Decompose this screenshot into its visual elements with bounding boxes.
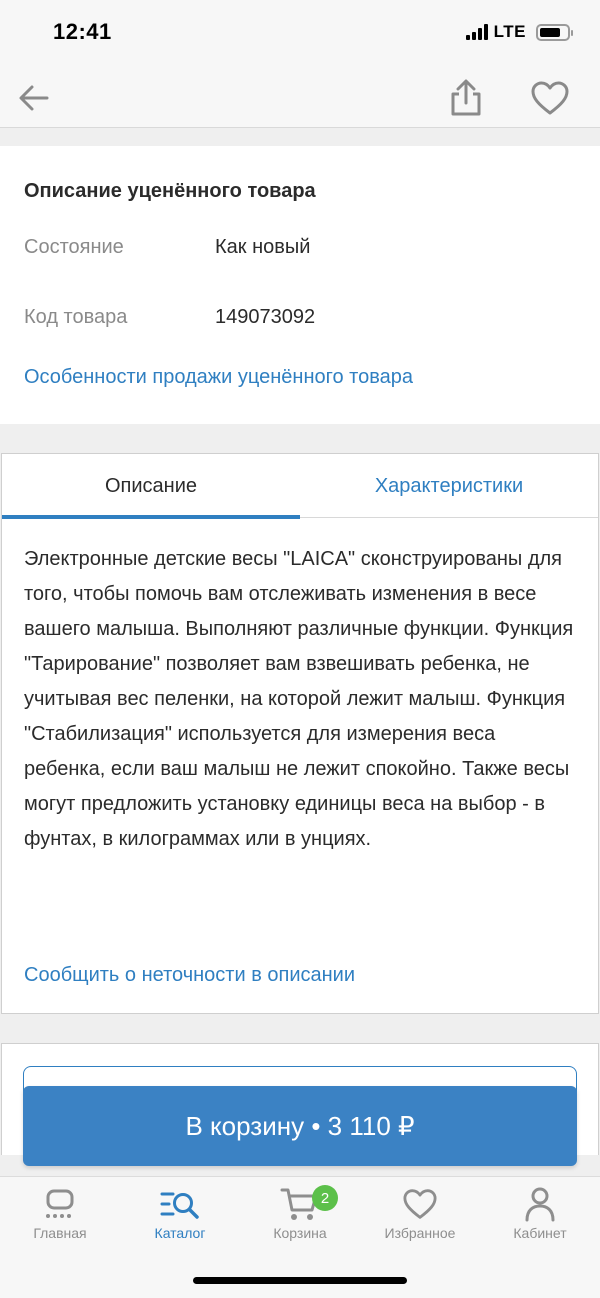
- tabbar-item-favorites[interactable]: [360, 1185, 480, 1255]
- add-to-cart-button[interactable]: В корзину • 3 110 ₽: [23, 1086, 577, 1166]
- defect-info-card: [0, 146, 600, 424]
- user-icon: [523, 1186, 557, 1222]
- tabbar-item-cart[interactable]: [240, 1185, 360, 1255]
- product-code-label: Код товара: [24, 306, 128, 328]
- favorite-button[interactable]: [528, 76, 572, 120]
- status-indicators: [466, 22, 570, 42]
- condition-value: Как новый: [215, 236, 311, 258]
- description-tabs: [2, 454, 598, 518]
- catalog-search-icon: [159, 1187, 201, 1221]
- signal-icon: [466, 24, 488, 40]
- tabbar-item-account[interactable]: [480, 1185, 600, 1255]
- status-time: 12:41: [53, 19, 112, 44]
- tab-characteristics[interactable]: Характеристики: [374, 474, 524, 497]
- back-button[interactable]: [12, 76, 56, 120]
- heart-icon: [530, 80, 570, 116]
- home-icon: [43, 1187, 77, 1221]
- tabbar-label-favorites: Избранное: [384, 1225, 456, 1241]
- network-type: LTE: [493, 22, 526, 41]
- description-card: [1, 453, 599, 1014]
- tabbar-item-home[interactable]: [0, 1185, 120, 1255]
- tabbar-label-home: Главная: [33, 1225, 87, 1241]
- report-inaccuracy-link[interactable]: Сообщить о неточности в описании: [24, 964, 356, 986]
- arrow-left-icon: [17, 81, 51, 115]
- home-indicator: [193, 1277, 407, 1284]
- cart-count-badge: 2: [312, 1185, 338, 1211]
- tabbar-label-catalog: Каталог: [154, 1225, 206, 1241]
- heart-icon: [402, 1188, 438, 1220]
- share-button[interactable]: [444, 76, 488, 120]
- product-code-value: 149073092: [215, 306, 316, 328]
- condition-label: Состояние: [24, 236, 124, 258]
- defect-sale-info-link[interactable]: Особенности продажи уценённого товара: [24, 366, 413, 388]
- share-icon: [449, 79, 483, 117]
- description-text: Электронные детские весы "LAICA" сконструированы для того, чтобы помочь вам отслеживать изменения в весе вашего малыша. Выполняют различные функции. Функция "Тарирование" позволяет вам взвешивать ребенка, не учитывая вес пеленки, на которой лежит малыш. Функция "Стабилизация" используется для измерения веса ребенка, если ваш малыш не лежит спокойно. Также весы могут предложить установку единицы веса на выбор - в фунтах, в килограммах или в унциях.: [24, 548, 574, 850]
- tabbar-label-cart: Корзина: [273, 1225, 327, 1241]
- tab-description[interactable]: Описание: [2, 454, 300, 518]
- nav-bar: [0, 66, 600, 128]
- defect-card-title: Описание уценённого товара: [24, 180, 316, 202]
- tabbar-label-account: Кабинет: [513, 1225, 567, 1241]
- battery-icon: [536, 24, 570, 41]
- status-bar: [0, 0, 600, 66]
- tabbar-item-catalog[interactable]: [120, 1185, 240, 1255]
